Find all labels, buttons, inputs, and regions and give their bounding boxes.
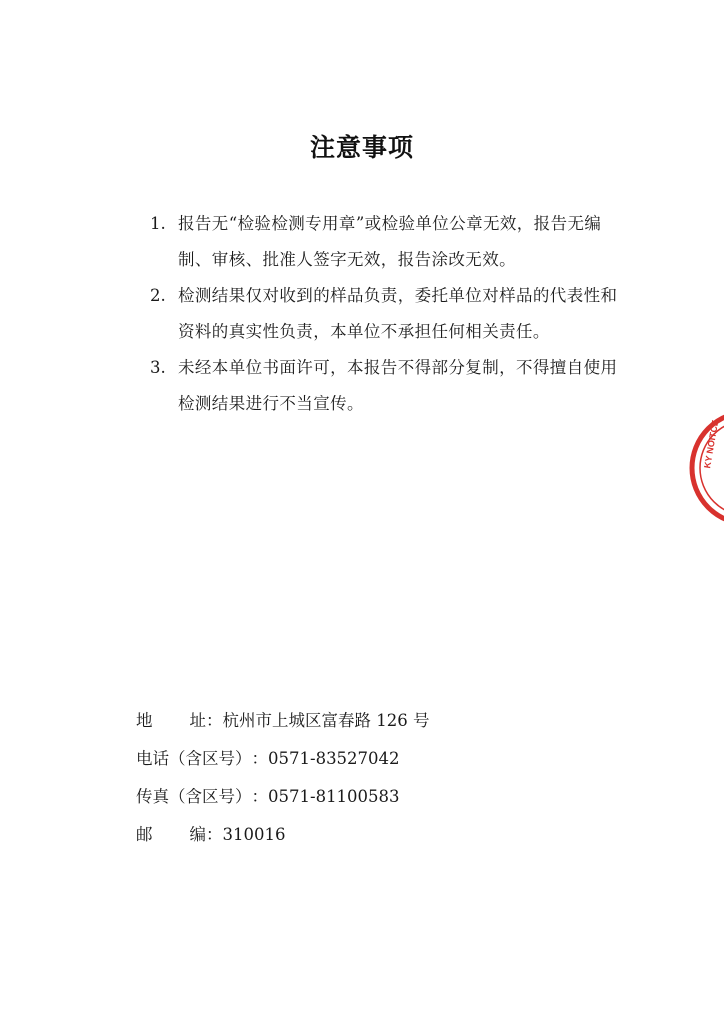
note-item-2: [150, 278, 630, 350]
note-item-1: [150, 206, 630, 278]
fax-value: ：0571-81100583: [251, 787, 400, 806]
seal-stamp-icon: [686, 408, 724, 528]
address-row: [136, 702, 616, 740]
seal-stamp-text: KY NOITCE: [702, 419, 721, 470]
postcode-row: [136, 816, 616, 854]
note-number: 1.: [150, 214, 166, 233]
note-number: 2.: [150, 286, 166, 305]
phone-value: ：0571-83527042: [251, 749, 400, 768]
postcode-value: ：310016: [206, 825, 286, 844]
postcode-label-part: 编: [189, 825, 206, 844]
fax-row: [136, 778, 616, 816]
postcode-label: [136, 816, 206, 854]
postcode-label-part: 邮: [136, 825, 153, 844]
contact-info: [136, 702, 616, 854]
phone-row: [136, 740, 616, 778]
page-title: 注意事项: [309, 133, 414, 162]
address-value: ：杭州市上城区富春路 126 号: [206, 711, 430, 730]
note-text: 报告无“检验检测专用章”或检验单位公章无效，报告无编制、审核、批准人签字无效，报告涂改无效。: [178, 214, 602, 269]
address-label: [136, 702, 206, 740]
note-number: 3.: [150, 358, 166, 377]
note-item-3: [150, 350, 630, 422]
address-label-part: 地: [136, 711, 153, 730]
address-label-part: 址: [189, 711, 206, 730]
phone-label: 电话（含区号）: [136, 749, 252, 768]
note-text: 未经本单位书面许可，本报告不得部分复制，不得擅自使用检测结果进行不当宣传。: [178, 358, 618, 413]
fax-label: 传真（含区号）: [136, 787, 252, 806]
note-text: 检测结果仅对收到的样品负责，委托单位对样品的代表性和资料的真实性负责，本单位不承担任何相关责任。: [178, 286, 618, 341]
notes-list: [150, 206, 630, 422]
